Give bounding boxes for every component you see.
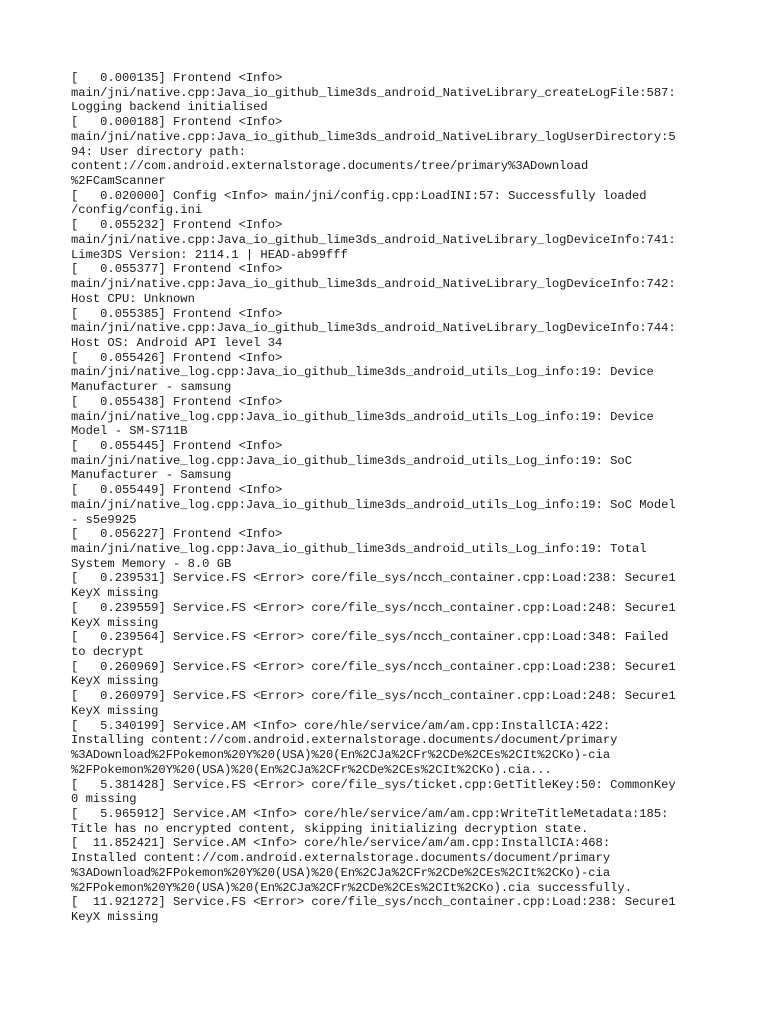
- log-line: Installed content://com.android.externalstorage.documents/document/primary: [71, 851, 611, 866]
- log-line: KeyX missing: [71, 909, 159, 924]
- log-line: [ 0.239559] Service.FS <Error> core/file_sys/ncch_container.cpp:Load:248: Secure1: [71, 600, 676, 615]
- log-line: [ 0.000135] Frontend <Info>: [71, 71, 283, 85]
- log-line: main/jni/native_log.cpp:Java_io_github_lime3ds_android_utils_Log_info:19: Total: [71, 542, 647, 556]
- log-line: main/jni/native_log.cpp:Java_io_github_lime3ds_android_utils_Log_info:19: Device: [71, 365, 654, 380]
- log-line: content://com.android.externalstorage.documents/tree/primary%3ADownload: [71, 159, 589, 174]
- log-line: /config/config.ini: [71, 203, 203, 218]
- log-line: 0 missing: [71, 792, 137, 807]
- log-line: main/jni/native.cpp:Java_io_github_lime3ds_android_NativeLibrary_logDeviceInfo:744:: [71, 321, 676, 336]
- log-line: [ 0.260979] Service.FS <Error> core/file_sys/ncch_container.cpp:Load:248: Secure1: [71, 689, 676, 704]
- log-line: %2FPokemon%20Y%20(USA)%20(En%2CJa%2CFr%2CDe%2CEs%2CIt%2CKo).cia...: [71, 762, 552, 777]
- log-line: Logging backend initialised: [71, 100, 268, 115]
- log-line: main/jni/native.cpp:Java_io_github_lime3ds_android_NativeLibrary_createLogFile:587:: [71, 85, 676, 100]
- log-line: Host OS: Android API level 34: [71, 335, 283, 350]
- log-line: [ 0.055426] Frontend <Info>: [71, 350, 283, 365]
- log-line: main/jni/native_log.cpp:Java_io_github_lime3ds_android_utils_Log_info:19: Device: [71, 409, 654, 424]
- log-line: to decrypt: [71, 645, 144, 660]
- log-line: main/jni/native_log.cpp:Java_io_github_lime3ds_android_utils_Log_info:19: SoC Model: [71, 497, 676, 512]
- log-line: [ 0.055445] Frontend <Info>: [71, 438, 283, 453]
- log-line: 94: User directory path:: [71, 144, 246, 159]
- log-line: [ 0.055385] Frontend <Info>: [71, 306, 283, 321]
- log-line: Installing content://com.android.externalstorage.documents/document/primary: [71, 733, 618, 748]
- log-line: main/jni/native.cpp:Java_io_github_lime3ds_android_NativeLibrary_logDeviceInfo:742:: [71, 277, 676, 292]
- log-line: [ 0.055377] Frontend <Info>: [71, 262, 283, 277]
- log-line: [ 0.239564] Service.FS <Error> core/file_sys/ncch_container.cpp:Load:348: Failed: [71, 630, 669, 645]
- log-line: [ 0.000188] Frontend <Info>: [71, 115, 283, 130]
- log-line: Host CPU: Unknown: [71, 291, 195, 306]
- log-line: main/jni/native_log.cpp:Java_io_github_lime3ds_android_utils_Log_info:19: SoC: [71, 453, 632, 468]
- log-line: Model - SM-S711B: [71, 424, 188, 439]
- log-line: Manufacturer - Samsung: [71, 468, 232, 483]
- log-line: Title has no encrypted content, skipping initializing decryption state.: [71, 821, 589, 836]
- log-line: [ 0.055438] Frontend <Info>: [71, 394, 283, 409]
- log-line: KeyX missing: [71, 674, 159, 689]
- log-line: [ 0.055232] Frontend <Info>: [71, 218, 283, 233]
- log-line: KeyX missing: [71, 615, 159, 630]
- log-line: main/jni/native.cpp:Java_io_github_lime3ds_android_NativeLibrary_logUserDirectory:5: [71, 129, 676, 144]
- log-line: Manufacturer - samsung: [71, 380, 232, 395]
- log-line: %2FCamScanner: [71, 174, 166, 189]
- log-line: KeyX missing: [71, 703, 159, 718]
- log-line: [ 11.921272] Service.FS <Error> core/file_sys/ncch_container.cpp:Load:238: Secure1: [71, 895, 676, 910]
- log-line: [ 0.239531] Service.FS <Error> core/file_sys/ncch_container.cpp:Load:238: Secure1: [71, 571, 676, 586]
- log-line: [ 5.381428] Service.FS <Error> core/file_sys/ticket.cpp:GetTitleKey:50: CommonKey: [71, 777, 676, 792]
- log-line: main/jni/native.cpp:Java_io_github_lime3ds_android_NativeLibrary_logDeviceInfo:741:: [71, 232, 676, 247]
- log-line: [ 0.260969] Service.FS <Error> core/file_sys/ncch_container.cpp:Load:238: Secure1: [71, 659, 676, 674]
- log-line: %3ADownload%2FPokemon%20Y%20(USA)%20(En%2CJa%2CFr%2CDe%2CEs%2CIt%2CKo)-cia: [71, 865, 611, 880]
- log-line: [ 0.056227] Frontend <Info>: [71, 527, 283, 542]
- log-line: Lime3DS Version: 2114.1 | HEAD-ab99fff: [71, 247, 348, 262]
- log-line: System Memory - 8.0 GB: [71, 556, 232, 571]
- log-line: [ 0.020000] Config <Info> main/jni/config.cpp:LoadINI:57: Successfully loaded: [71, 188, 647, 203]
- log-line: [ 0.055449] Frontend <Info>: [71, 483, 283, 498]
- log-text: [71, 71, 711, 925]
- log-line: [ 5.965912] Service.AM <Info> core/hle/service/am/am.cpp:WriteTitleMetadata:185:: [71, 806, 669, 821]
- log-line: %2FPokemon%20Y%20(USA)%20(En%2CJa%2CFr%2CDe%2CEs%2CIt%2CKo).cia successfully.: [71, 880, 632, 895]
- log-line: [ 11.852421] Service.AM <Info> core/hle/service/am/am.cpp:InstallCIA:468:: [71, 836, 611, 851]
- log-line: [ 5.340199] Service.AM <Info> core/hle/service/am/am.cpp:InstallCIA:422:: [71, 718, 611, 733]
- log-line: %3ADownload%2FPokemon%20Y%20(USA)%20(En%2CJa%2CFr%2CDe%2CEs%2CIt%2CKo)-cia: [71, 748, 611, 763]
- log-line: KeyX missing: [71, 586, 159, 601]
- log-line: - s5e9925: [71, 512, 137, 527]
